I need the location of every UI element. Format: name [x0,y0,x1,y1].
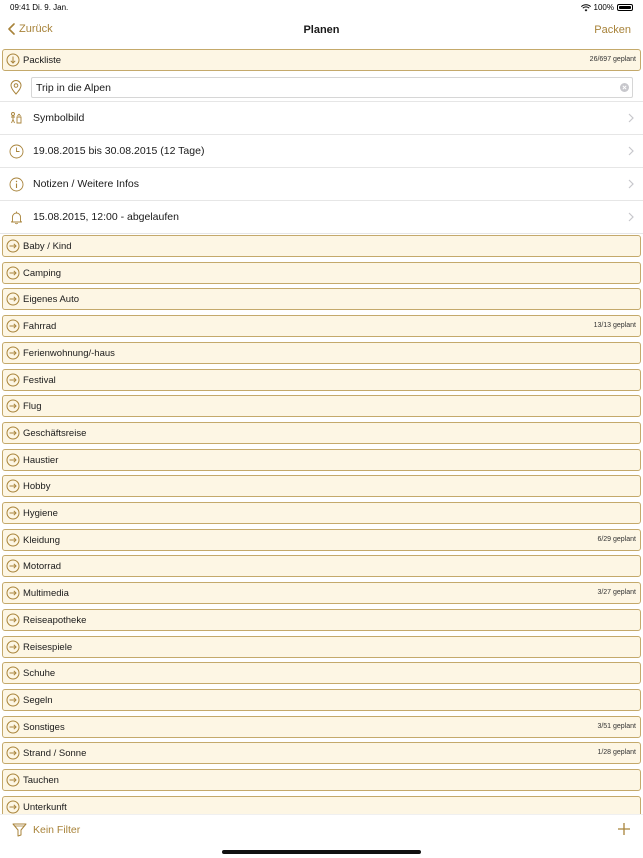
category-label: Kleidung [23,534,60,546]
arrow-right-circle-icon [6,399,20,413]
category-row[interactable] [2,235,641,257]
category-label: Motorrad [23,561,62,573]
nav-bar [0,16,643,46]
category-label: Flug [23,401,42,413]
category-label: Eigenes Auto [23,294,79,306]
category-row[interactable] [2,689,641,711]
date-range-row[interactable] [0,135,643,168]
chevron-right-icon [628,212,634,222]
category-row[interactable] [2,475,641,497]
category-count: 3/27 geplant [597,589,636,597]
filter-button[interactable] [12,823,80,837]
arrow-right-circle-icon [6,426,20,440]
category-row[interactable] [2,449,641,471]
category-label: Reisespiele [23,641,73,653]
category-row[interactable] [2,796,641,814]
category-label: Sonstiges [23,721,65,733]
category-row[interactable] [2,395,641,417]
category-list [0,235,643,814]
status-bar [0,0,643,16]
category-row[interactable] [2,369,641,391]
chevron-right-icon [628,113,634,123]
packliste-row[interactable] [2,49,641,71]
symbol-image-row[interactable] [0,102,643,135]
symbol-image-icon [9,111,24,126]
category-label: Ferienwohnung/-haus [23,347,115,359]
category-row[interactable] [2,502,641,524]
category-count: 3/51 geplant [597,722,636,730]
arrow-right-circle-icon [6,586,20,600]
category-row[interactable] [2,262,641,284]
category-row[interactable] [2,769,641,791]
notes-row[interactable] [0,168,643,201]
arrow-right-circle-icon [6,266,20,280]
arrow-right-circle-icon [6,292,20,306]
status-date: Di. 9. Jan. [32,3,69,12]
category-row[interactable] [2,636,641,658]
back-label: Zurück [19,23,53,35]
category-row[interactable] [2,609,641,631]
page-title: Planen [303,24,340,36]
category-row[interactable] [2,662,641,684]
category-row[interactable] [2,742,641,764]
category-count: 6/29 geplant [597,535,636,543]
category-label: Fahrrad [23,321,57,333]
arrow-down-circle-icon [6,53,20,67]
category-label: Schuhe [23,668,56,680]
category-label: Geschäftsreise [23,427,87,439]
status-time-date [10,3,68,12]
chevron-right-icon [628,179,634,189]
status-indicators [581,3,633,12]
category-label: Reiseapotheke [23,614,87,626]
category-row[interactable] [2,555,641,577]
packliste-label: Packliste [23,55,62,66]
category-label: Baby / Kind [23,241,72,252]
arrow-right-circle-icon [6,346,20,360]
detail-label: Notizen / Weitere Infos [33,178,140,190]
status-time: 09:41 [10,3,31,12]
chevron-right-icon [628,146,634,156]
reminder-row[interactable] [0,201,643,234]
pack-button[interactable]: Packen [594,24,631,36]
arrow-right-circle-icon [6,373,20,387]
category-row[interactable] [2,342,641,364]
arrow-right-circle-icon [6,773,20,787]
arrow-right-circle-icon [6,693,20,707]
category-label: Hygiene [23,508,58,519]
category-row[interactable] [2,288,641,310]
arrow-right-circle-icon [6,479,20,493]
arrow-right-circle-icon [6,319,20,333]
clock-icon [9,144,24,159]
arrow-right-circle-icon [6,239,20,253]
arrow-right-circle-icon [6,506,20,520]
info-icon [9,177,24,192]
arrow-right-circle-icon [6,613,20,627]
category-label: Segeln [23,694,53,706]
bell-icon [9,210,24,225]
plus-icon[interactable] [617,822,631,836]
arrow-right-circle-icon [6,559,20,573]
category-label: Festival [23,374,56,386]
category-label: Hobby [23,481,51,493]
category-count: 13/13 geplant [593,322,636,330]
category-row[interactable] [2,529,641,551]
detail-label: 19.08.2015 bis 30.08.2015 (12 Tage) [33,145,205,157]
arrow-right-circle-icon [6,720,20,734]
clear-icon[interactable] [620,83,629,92]
category-label: Camping [23,267,62,279]
trip-name-row [0,73,643,102]
category-label: Tauchen [23,775,59,786]
home-indicator [222,850,421,854]
detail-label: 15.08.2015, 12:00 - abgelaufen [33,211,179,223]
arrow-right-circle-icon [6,533,20,547]
category-row[interactable] [2,716,641,738]
trip-name-input[interactable] [31,77,633,98]
wifi-icon [581,4,591,12]
category-row[interactable] [2,582,641,604]
location-pin-icon [10,80,22,95]
category-row[interactable] [2,422,641,444]
category-label: Multimedia [23,588,69,600]
arrow-right-circle-icon [6,453,20,467]
category-row[interactable] [2,315,641,337]
arrow-right-circle-icon [6,800,20,814]
bottom-toolbar [0,814,643,858]
battery-icon [617,4,633,11]
category-count: 1/28 geplant [597,749,636,757]
detail-label: Symbolbild [33,112,85,124]
filter-icon [12,823,27,837]
battery-percent: 100% [593,3,614,12]
arrow-right-circle-icon [6,666,20,680]
category-label: Unterkunft [23,801,67,813]
arrow-right-circle-icon [6,640,20,654]
packliste-count: 26/697 geplant [589,56,636,63]
arrow-right-circle-icon [6,746,20,760]
category-label: Strand / Sonne [23,748,87,760]
category-label: Haustier [23,454,59,466]
filter-label: Kein Filter [33,824,81,836]
